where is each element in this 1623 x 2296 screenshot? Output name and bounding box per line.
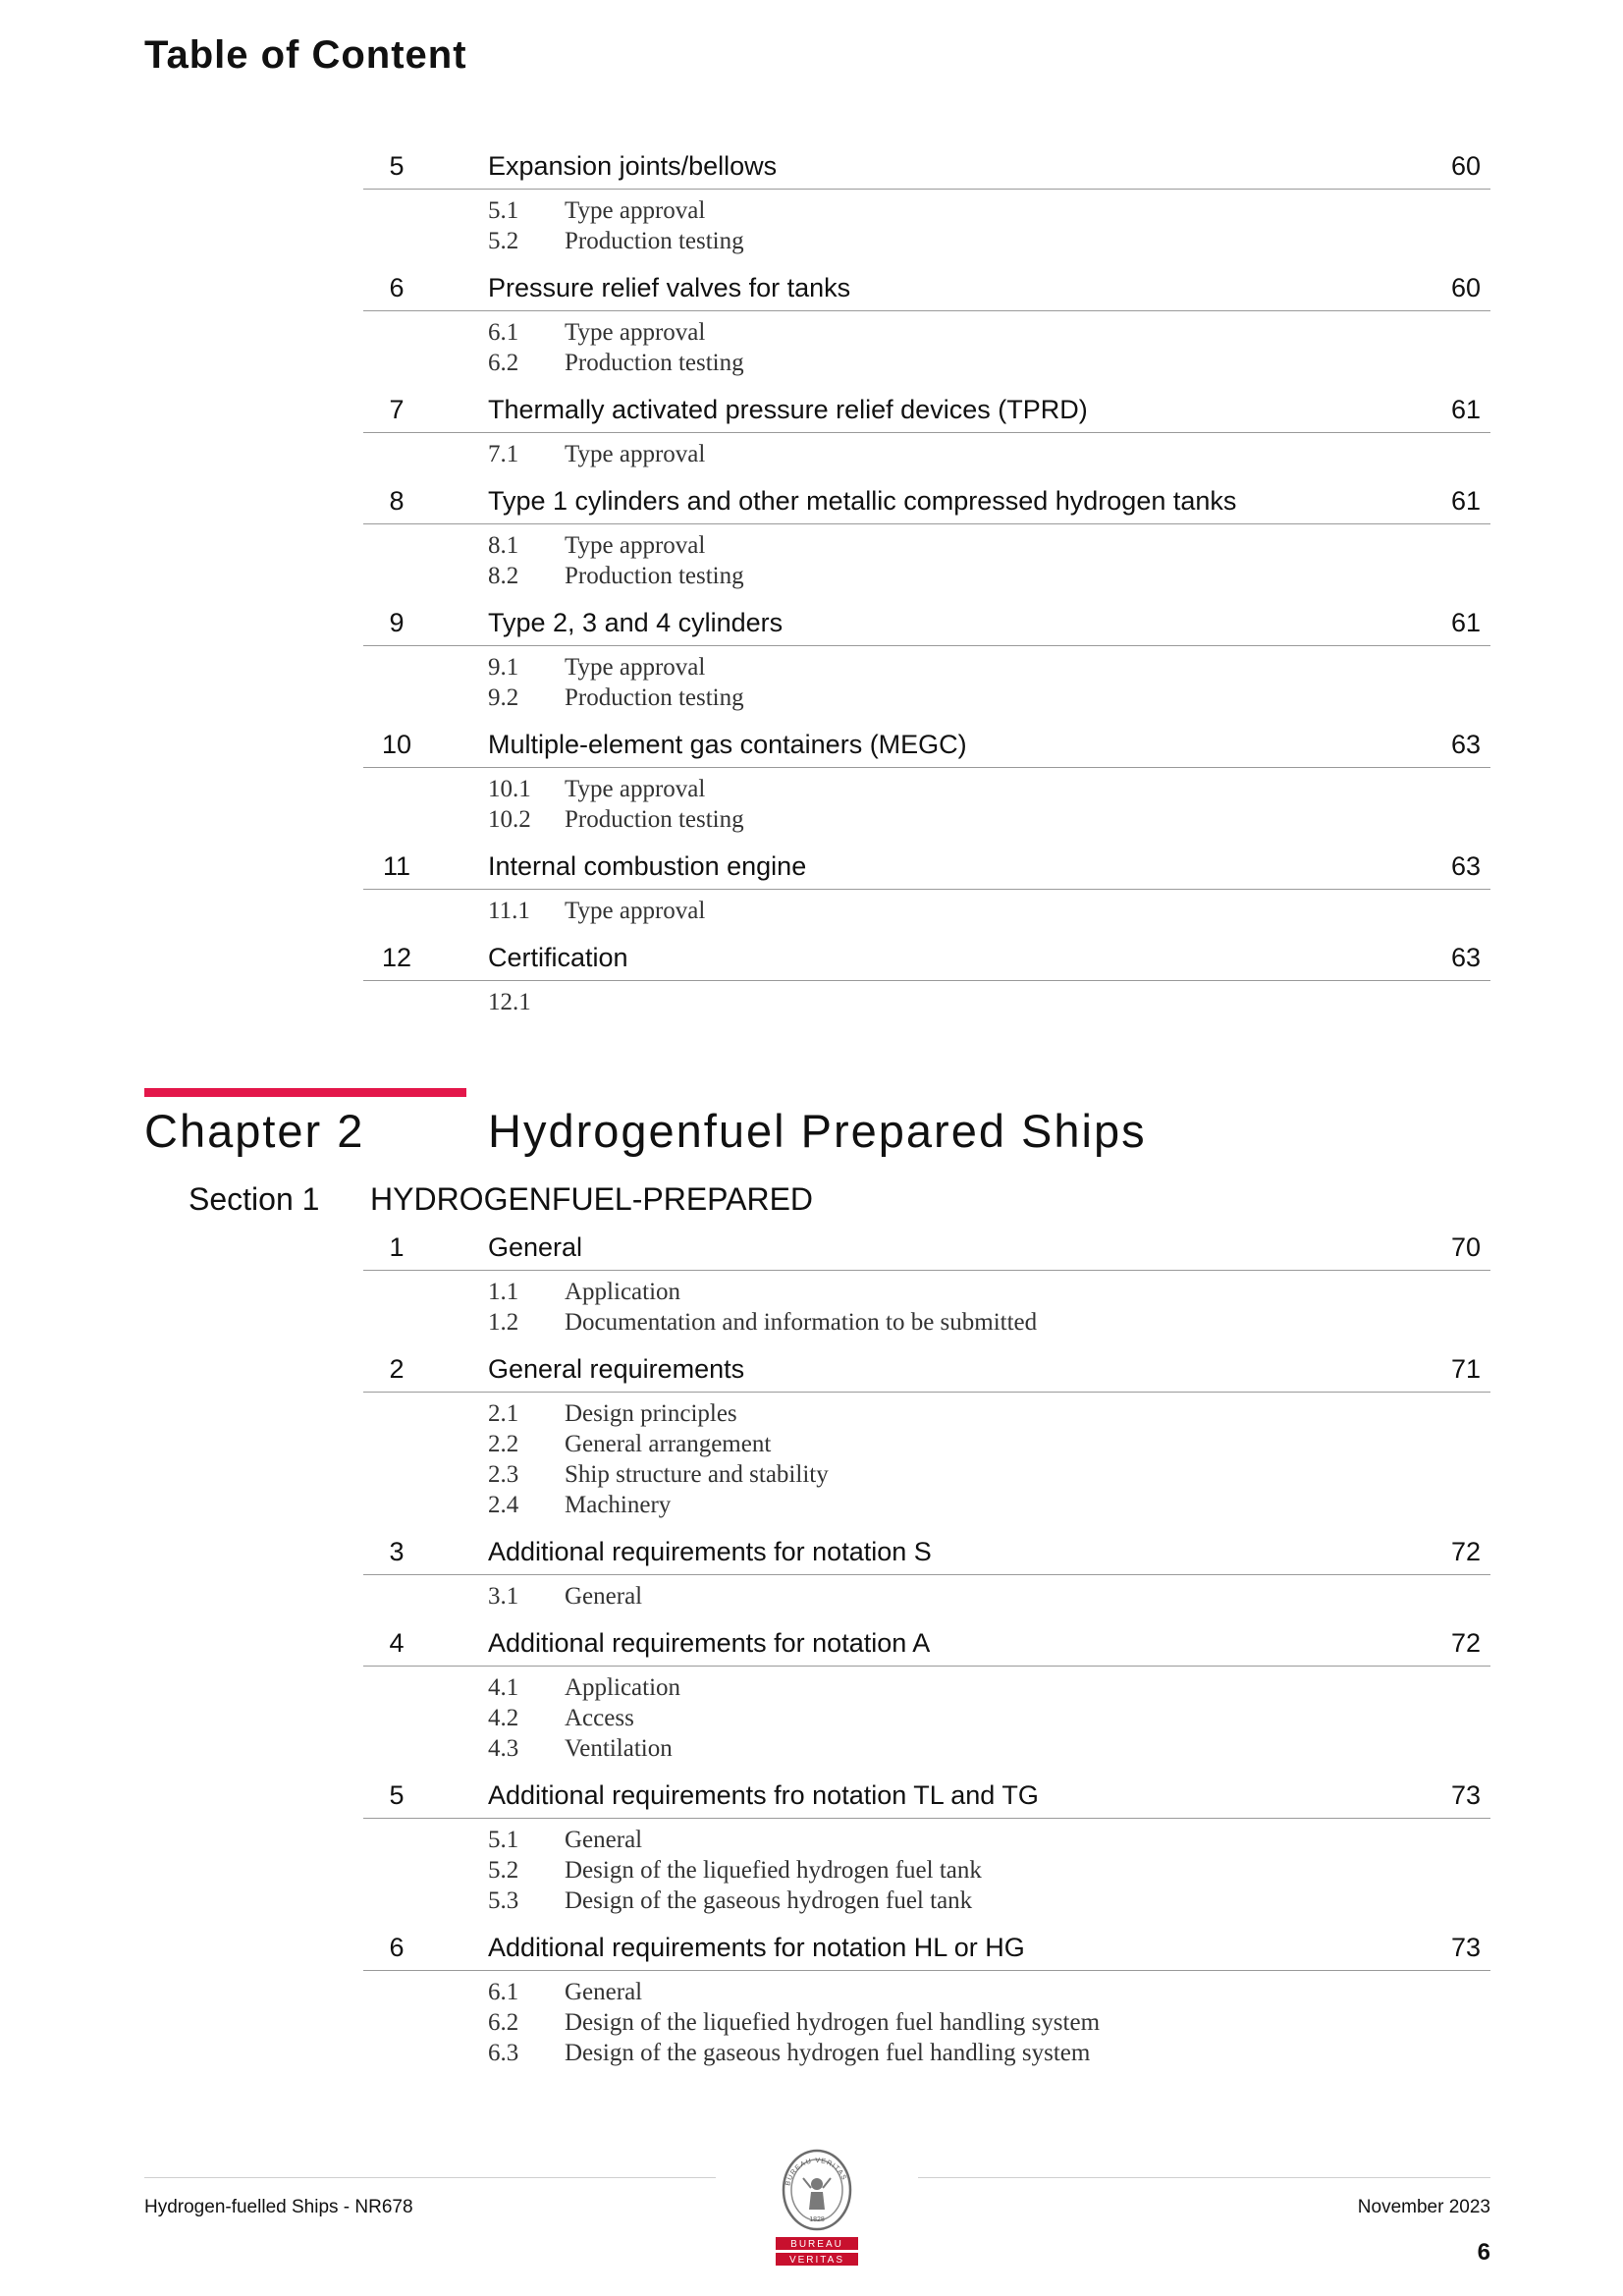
toc-subentry-title: General [565, 1827, 643, 1853]
section-title: HYDROGENFUEL-PREPARED [370, 1181, 814, 1217]
toc-entry-title: General requirements [488, 1354, 745, 1384]
svg-text:BUREAU VERITAS: BUREAU VERITAS [784, 2157, 848, 2187]
toc-entry-heading[interactable] [363, 477, 1490, 524]
toc-subentry-list [363, 1819, 1490, 1924]
toc-entry [363, 599, 1490, 721]
toc-subentry[interactable] [363, 1277, 1490, 1307]
footer-divider-left [144, 2177, 716, 2178]
toc-entry [363, 1528, 1490, 1619]
toc-entry-number: 11 [382, 851, 411, 881]
footer-document-title: Hydrogen-fuelled Ships - NR678 [144, 2197, 413, 2217]
toc-entry-page: 60 [1450, 273, 1481, 302]
toc-entry-title: Certification [488, 943, 628, 972]
toc-subentry-title: Ventilation [565, 1735, 673, 1762]
toc-subentry[interactable] [363, 2007, 1490, 2038]
toc-subentry-number: 12.1 [488, 989, 531, 1015]
toc-subentry-title: Design of the liquefied hydrogen fuel handling system [565, 2009, 1101, 2036]
toc-list-bottom [363, 1224, 1490, 2076]
toc-subentry-number: 8.1 [488, 532, 519, 559]
toc-subentry[interactable] [363, 1733, 1490, 1764]
toc-entry-number: 6 [389, 1933, 405, 1962]
toc-subentry-title: Type approval [565, 898, 706, 924]
toc-entry-page: 73 [1450, 1933, 1481, 1962]
toc-subentry-list [363, 1575, 1490, 1619]
toc-subentry-list [363, 646, 1490, 721]
toc-subentry[interactable] [363, 1459, 1490, 1490]
toc-subentry-list [363, 1971, 1490, 2076]
toc-entry-number: 1 [389, 1232, 405, 1262]
toc-entry-heading[interactable] [363, 386, 1490, 433]
toc-subentry[interactable] [363, 1307, 1490, 1338]
toc-subentry-title: Access [565, 1705, 634, 1731]
toc-subentry[interactable] [363, 652, 1490, 683]
toc-subentry-number: 6.2 [488, 2009, 519, 2036]
toc-entry-number: 6 [389, 273, 405, 302]
toc-subentry[interactable] [363, 896, 1490, 926]
toc-subentry-number: 4.1 [488, 1674, 519, 1701]
toc-entry-title: Internal combustion engine [488, 851, 807, 881]
toc-subentry-title: Production testing [565, 563, 744, 589]
toc-subentry-list [363, 981, 1490, 1025]
toc-entry-number: 9 [389, 608, 405, 637]
toc-subentry-list [363, 768, 1490, 843]
toc-subentry[interactable] [363, 683, 1490, 713]
toc-entry [363, 1772, 1490, 1924]
toc-subentry[interactable] [363, 1490, 1490, 1520]
toc-entry-title: Additional requirements for notation A [488, 1628, 931, 1658]
toc-entry-page: 70 [1450, 1232, 1481, 1262]
toc-entry-title: Additional requirements for notation S [488, 1537, 932, 1566]
toc-entry [363, 386, 1490, 477]
toc-subentry[interactable] [363, 348, 1490, 378]
toc-entry-heading[interactable] [363, 934, 1490, 981]
toc-subentry[interactable] [363, 804, 1490, 835]
toc-entry-title: General [488, 1232, 583, 1262]
toc-subentry-list [363, 1667, 1490, 1772]
toc-subentry[interactable] [363, 774, 1490, 804]
toc-entry-heading[interactable] [363, 1345, 1490, 1393]
toc-list-top [363, 142, 1490, 1025]
toc-entry-heading[interactable] [363, 599, 1490, 646]
toc-subentry[interactable] [363, 1977, 1490, 2007]
toc-subentry-title: Design of the gaseous hydrogen fuel handling system [565, 2040, 1091, 2066]
toc-entry-page: 72 [1450, 1537, 1481, 1566]
toc-subentry-number: 10.1 [488, 776, 531, 802]
toc-entry-page: 73 [1450, 1780, 1481, 1810]
toc-subentry-number: 2.1 [488, 1400, 519, 1427]
toc-entry-heading[interactable] [363, 264, 1490, 311]
toc-entry-title: Thermally activated pressure relief devices (TPRD) [488, 395, 1088, 424]
toc-subentry[interactable] [363, 987, 1490, 1017]
toc-entry [363, 1924, 1490, 2076]
toc-subentry[interactable] [363, 1429, 1490, 1459]
toc-subentry[interactable] [363, 226, 1490, 256]
toc-subentry[interactable] [363, 195, 1490, 226]
toc-subentry-number: 9.2 [488, 684, 519, 711]
toc-subentry-number: 9.1 [488, 654, 519, 681]
toc-entry-number: 5 [389, 1780, 405, 1810]
page-title: Table of Content [144, 33, 467, 77]
toc-subentry[interactable] [363, 1398, 1490, 1429]
toc-subentry[interactable] [363, 530, 1490, 561]
toc-subentry-number: 5.2 [488, 1857, 519, 1884]
toc-subentry-number: 6.1 [488, 319, 519, 346]
toc-subentry-title: Application [565, 1674, 681, 1701]
footer-date: November 2023 [1357, 2197, 1490, 2217]
toc-subentry-number: 4.2 [488, 1705, 519, 1731]
toc-entry [363, 934, 1490, 1025]
page-number: 6 [1477, 2239, 1490, 2266]
toc-subentry-title: General arrangement [565, 1431, 772, 1457]
toc-entry-title: Additional requirements for notation HL or HG [488, 1933, 1025, 1962]
toc-entry-heading[interactable] [363, 1224, 1490, 1271]
toc-entry-page: 63 [1450, 730, 1481, 759]
toc-subentry-list [363, 1393, 1490, 1528]
toc-subentry-number: 2.2 [488, 1431, 519, 1457]
toc-entry-heading[interactable] [363, 1772, 1490, 1819]
toc-entry [363, 477, 1490, 599]
toc-subentry-title: Ship structure and stability [565, 1461, 829, 1488]
toc-entry-number: 10 [381, 730, 412, 759]
toc-subentry-title: Machinery [565, 1492, 672, 1518]
toc-subentry-list [363, 1271, 1490, 1345]
toc-entry-page: 72 [1450, 1628, 1481, 1658]
toc-subentry-title: Production testing [565, 806, 744, 833]
chapter-title: Hydrogenfuel Prepared Ships [488, 1105, 1147, 1157]
toc-entry-number: 4 [389, 1628, 405, 1658]
toc-entry [363, 1345, 1490, 1528]
toc-entry-page: 63 [1450, 943, 1481, 972]
toc-subentry-title: Type approval [565, 441, 706, 467]
toc-entry-page: 61 [1450, 608, 1481, 637]
toc-entry-heading[interactable] [363, 1619, 1490, 1667]
section-label: Section 1 [189, 1181, 320, 1217]
toc-subentry-title: Production testing [565, 350, 744, 376]
toc-entry [363, 264, 1490, 386]
toc-subentry-number: 1.1 [488, 1279, 519, 1305]
toc-subentry-list [363, 311, 1490, 386]
toc-subentry-title: Type approval [565, 197, 706, 224]
toc-subentry-title: General [565, 1583, 643, 1610]
toc-entry-number: 12 [381, 943, 412, 972]
toc-subentry-title: Type approval [565, 654, 706, 681]
toc-subentry-title: Design of the gaseous hydrogen fuel tank [565, 1887, 973, 1914]
toc-subentry-title: Type approval [565, 319, 706, 346]
toc-subentry-number: 6.1 [488, 1979, 519, 2005]
toc-entry [363, 1224, 1490, 1345]
chapter-label: Chapter 2 [144, 1105, 365, 1157]
toc-subentry-number: 6.2 [488, 350, 519, 376]
toc-subentry[interactable] [363, 1672, 1490, 1703]
toc-subentry-number: 7.1 [488, 441, 519, 467]
toc-subentry-title: Production testing [565, 228, 744, 254]
toc-entry-page: 61 [1450, 486, 1481, 516]
toc-subentry[interactable] [363, 1886, 1490, 1916]
toc-subentry-number: 3.1 [488, 1583, 519, 1610]
toc-subentry-title: Design of the liquefied hydrogen fuel tank [565, 1857, 982, 1884]
svg-text:VERITAS: VERITAS [788, 2255, 845, 2266]
toc-subentry-title: Production testing [565, 684, 744, 711]
toc-entry-number: 8 [389, 486, 405, 516]
toc-subentry-title: General [565, 1979, 643, 2005]
toc-subentry-number: 5.2 [488, 228, 519, 254]
toc-subentry-list [363, 433, 1490, 477]
toc-entry-heading[interactable] [363, 721, 1490, 768]
toc-entry [363, 142, 1490, 264]
toc-entry [363, 843, 1490, 934]
toc-subentry-number: 5.3 [488, 1887, 519, 1914]
chapter-accent-bar [144, 1088, 466, 1097]
toc-subentry-number: 6.3 [488, 2040, 519, 2066]
toc-subentry[interactable] [363, 1825, 1490, 1855]
toc-entry-number: 7 [389, 395, 405, 424]
toc-subentry-title: Design principles [565, 1400, 737, 1427]
toc-subentry[interactable] [363, 1703, 1490, 1733]
footer-divider-right [918, 2177, 1490, 2178]
toc-entry-heading[interactable] [363, 843, 1490, 890]
toc-entry-title: Pressure relief valves for tanks [488, 273, 851, 302]
toc-subentry[interactable] [363, 2038, 1490, 2068]
toc-subentry-title: Type approval [565, 532, 706, 559]
toc-entry-title: Expansion joints/bellows [488, 151, 778, 181]
toc-subentry[interactable] [363, 561, 1490, 591]
bureau-veritas-logo-icon [768, 2149, 866, 2269]
toc-subentry[interactable] [363, 439, 1490, 469]
toc-subentry-number: 10.2 [488, 806, 531, 833]
toc-entry-page: 61 [1450, 395, 1481, 424]
bureau-veritas-logo [768, 2149, 866, 2269]
toc-entry-number: 2 [389, 1354, 405, 1384]
toc-subentry-number: 8.2 [488, 563, 519, 589]
toc-subentry[interactable] [363, 1581, 1490, 1612]
toc-subentry-number: 5.1 [488, 197, 519, 224]
toc-subentry-number: 2.4 [488, 1492, 519, 1518]
toc-entry-heading[interactable] [363, 142, 1490, 190]
toc-subentry[interactable] [363, 1855, 1490, 1886]
toc-subentry[interactable] [363, 317, 1490, 348]
toc-entry-page: 60 [1450, 151, 1481, 181]
svg-text:BUREAU: BUREAU [790, 2239, 843, 2250]
toc-entry-page: 71 [1450, 1354, 1481, 1384]
toc-subentry-list [363, 524, 1490, 599]
toc-subentry-number: 1.2 [488, 1309, 519, 1336]
toc-entry-number: 3 [389, 1537, 405, 1566]
toc-entry-heading[interactable] [363, 1924, 1490, 1971]
toc-subentry-number: 5.1 [488, 1827, 519, 1853]
toc-subentry-number: 11.1 [488, 898, 530, 924]
svg-text:1828: 1828 [809, 2216, 825, 2223]
toc-subentry-number: 4.3 [488, 1735, 519, 1762]
toc-subentry-title: Type approval [565, 776, 706, 802]
toc-entry [363, 1619, 1490, 1772]
toc-entry-title: Type 1 cylinders and other metallic compressed hydrogen tanks [488, 486, 1237, 516]
toc-entry-heading[interactable] [363, 1528, 1490, 1575]
toc-entry-number: 5 [389, 151, 405, 181]
toc-subentry-number: 2.3 [488, 1461, 519, 1488]
toc-entry-title: Additional requirements fro notation TL and TG [488, 1780, 1039, 1810]
toc-subentry-title: Documentation and information to be submitted [565, 1309, 1038, 1336]
toc-entry-title: Multiple-element gas containers (MEGC) [488, 730, 967, 759]
toc-subentry-list [363, 890, 1490, 934]
toc-entry-title: Type 2, 3 and 4 cylinders [488, 608, 784, 637]
toc-entry-page: 63 [1450, 851, 1481, 881]
toc-subentry-list [363, 190, 1490, 264]
toc-subentry-title: Application [565, 1279, 681, 1305]
toc-entry [363, 721, 1490, 843]
